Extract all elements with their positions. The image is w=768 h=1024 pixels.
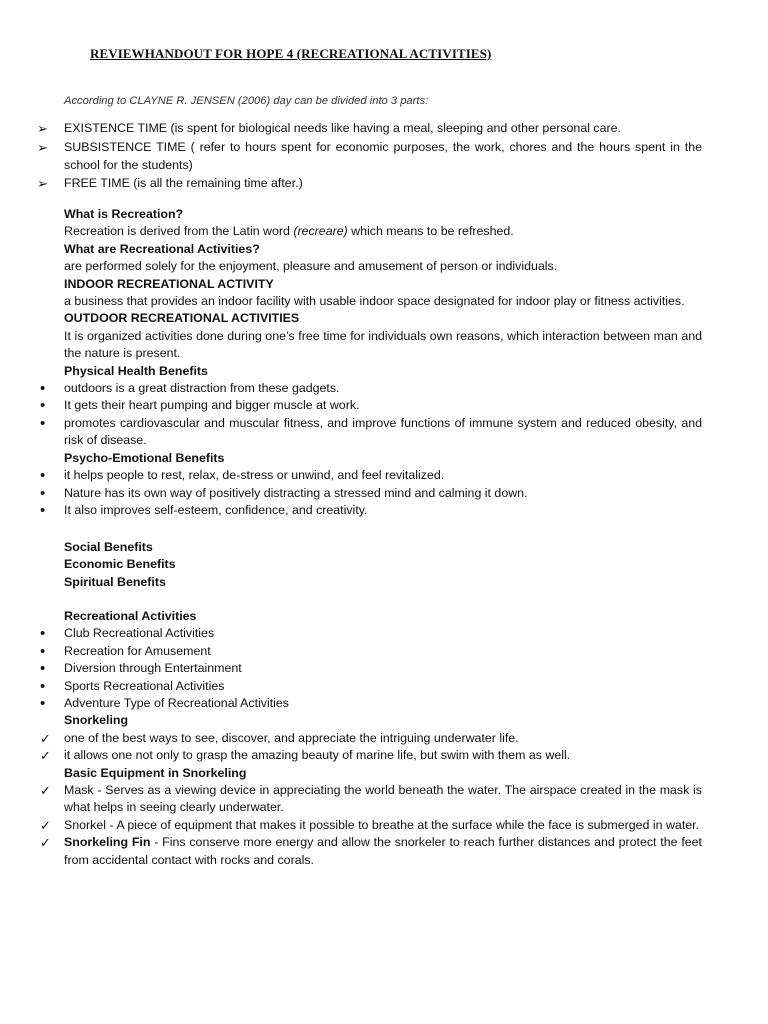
recreation-section	[0, 206, 768, 519]
check-mark-icon: ✓	[40, 783, 51, 799]
definition-text: It is organized activities done during one’s free time for individuals own reasons, which interaction between man and the nature is present.	[64, 328, 702, 361]
list-item-text: Snorkel - A piece of equipment that makes it possible to breathe at the surface while the face is submerged in water.	[64, 817, 700, 832]
arrow-bullet-icon: ➢	[37, 140, 48, 156]
list-item-text: Sports Recreational Activities	[64, 678, 225, 693]
list-item	[0, 782, 768, 817]
list-item-text: Mask - Serves as a viewing device in appreciating the world beneath the water. The airspace created in the mask is what helps in seeing clearly underwater.	[64, 783, 702, 815]
bullet-icon: •	[40, 380, 46, 398]
list-item-text: Recreation for Amusement	[64, 643, 211, 658]
bullet-icon: •	[40, 625, 46, 643]
bullet-icon: •	[40, 414, 46, 432]
latin-word: (recreare)	[293, 224, 348, 239]
list-item-text: FREE TIME (is all the remaining time after.)	[64, 176, 303, 191]
list-item	[0, 660, 768, 677]
list-item-text: it allows one not only to grasp the amazing beauty of marine life, but swim with them as well.	[64, 748, 571, 763]
check-mark-icon: ✓	[40, 835, 51, 851]
section-heading: OUTDOOR RECREATIONAL ACTIVITIES	[64, 311, 300, 326]
bullet-icon: •	[40, 484, 46, 502]
arrow-bullet-icon: ➢	[37, 176, 48, 192]
bullet-icon: •	[40, 467, 46, 485]
bullet-icon: •	[40, 642, 46, 660]
list-item	[0, 502, 768, 519]
list-item	[0, 747, 768, 764]
list-item-text: promotes cardiovascular and muscular fitness, and improve functions of immune system and reduced obesity, and risk of disease.	[64, 415, 702, 448]
list-item	[0, 120, 768, 137]
list-item-text: Nature has its own way of positively distracting a stressed mind and calming it down.	[64, 485, 528, 500]
benefit-heading: Spiritual Benefits	[64, 574, 166, 589]
question-heading: What are Recreational Activities?	[64, 241, 260, 256]
list-item	[0, 834, 768, 869]
definition-text: a business that provides an indoor facility with usable indoor space designated for indoor play or fitness activities.	[64, 294, 685, 309]
bullet-icon: •	[40, 397, 46, 415]
list-item	[0, 175, 768, 192]
definition-text-part: which means to be refreshed.	[347, 224, 514, 239]
section-heading: Psycho-Emotional Benefits	[64, 450, 225, 465]
check-mark-icon: ✓	[40, 748, 51, 764]
equipment-label: Snorkeling Fin	[64, 835, 151, 850]
arrow-bullet-icon: ➢	[37, 121, 48, 136]
benefit-heading: Economic Benefits	[64, 557, 176, 572]
list-item-text: outdoors is a great distraction from these gadgets.	[64, 381, 340, 396]
list-item	[0, 643, 768, 660]
section-heading: Snorkeling	[64, 713, 129, 728]
intro-text: According to CLAYNE R. JENSEN (2006) day can be divided into 3 parts:	[64, 95, 429, 107]
activities-section	[0, 608, 768, 869]
bullet-icon: •	[40, 660, 46, 678]
bullet-icon: •	[40, 677, 46, 695]
time-parts-list	[0, 120, 768, 193]
list-item-text: It gets their heart pumping and bigger muscle at work.	[64, 398, 360, 413]
section-heading: Recreational Activities	[64, 609, 197, 623]
section-heading: INDOOR RECREATIONAL ACTIVITY	[64, 276, 274, 291]
list-item-text: EXISTENCE TIME (is spent for biological needs like having a meal, sleeping and other personal care.	[64, 121, 621, 135]
bullet-icon: •	[40, 501, 46, 519]
check-mark-icon: ✓	[40, 730, 51, 746]
list-item-text: Adventure Type of Recreational Activities	[64, 696, 289, 711]
benefit-heading: Social Benefits	[64, 540, 153, 554]
question-heading: What is Recreation?	[64, 207, 184, 221]
list-item	[0, 625, 768, 642]
list-item-text: one of the best ways to see, discover, and appreciate the intriguing underwater life.	[64, 730, 519, 745]
section-heading: Basic Equipment in Snorkeling	[64, 765, 247, 780]
list-item	[0, 485, 768, 502]
bullet-icon: •	[40, 695, 46, 713]
other-benefits	[0, 539, 768, 591]
definition-text-part: Recreation is derived from the Latin word	[64, 224, 294, 239]
definition-text: are performed solely for the enjoyment, pleasure and amusement of person or individuals.	[64, 259, 558, 274]
list-item-text: Club Recreational Activities	[64, 626, 215, 641]
list-item	[0, 730, 768, 747]
list-item-text: SUBSISTENCE TIME ( refer to hours spent for economic purposes, the work, chores and the hours spent in the school for the students)	[64, 140, 702, 172]
list-item-text: - Fins conserve more energy and allow the snorkeler to reach further distances and protect the feet from accidental contact with rocks and corals.	[64, 835, 702, 867]
list-item	[0, 380, 768, 397]
check-mark-icon: ✓	[40, 817, 51, 833]
list-item	[0, 817, 768, 834]
list-item	[0, 678, 768, 695]
list-item-text: It also improves self-esteem, confidence, and creativity.	[64, 502, 368, 517]
list-item	[0, 695, 768, 712]
list-item	[0, 397, 768, 414]
definition-text	[0, 223, 768, 240]
list-item	[0, 467, 768, 484]
list-item	[0, 139, 768, 174]
section-heading: Physical Health Benefits	[64, 363, 208, 378]
list-item-text: Diversion through Entertainment	[64, 661, 242, 676]
page-title: REVIEWHANDOUT FOR HOPE 4 (RECREATIONAL ACTIVITIES)	[90, 46, 492, 61]
list-item-text: it helps people to rest, relax, de-stress or unwind, and feel revitalized.	[64, 468, 445, 483]
list-item	[0, 415, 768, 450]
